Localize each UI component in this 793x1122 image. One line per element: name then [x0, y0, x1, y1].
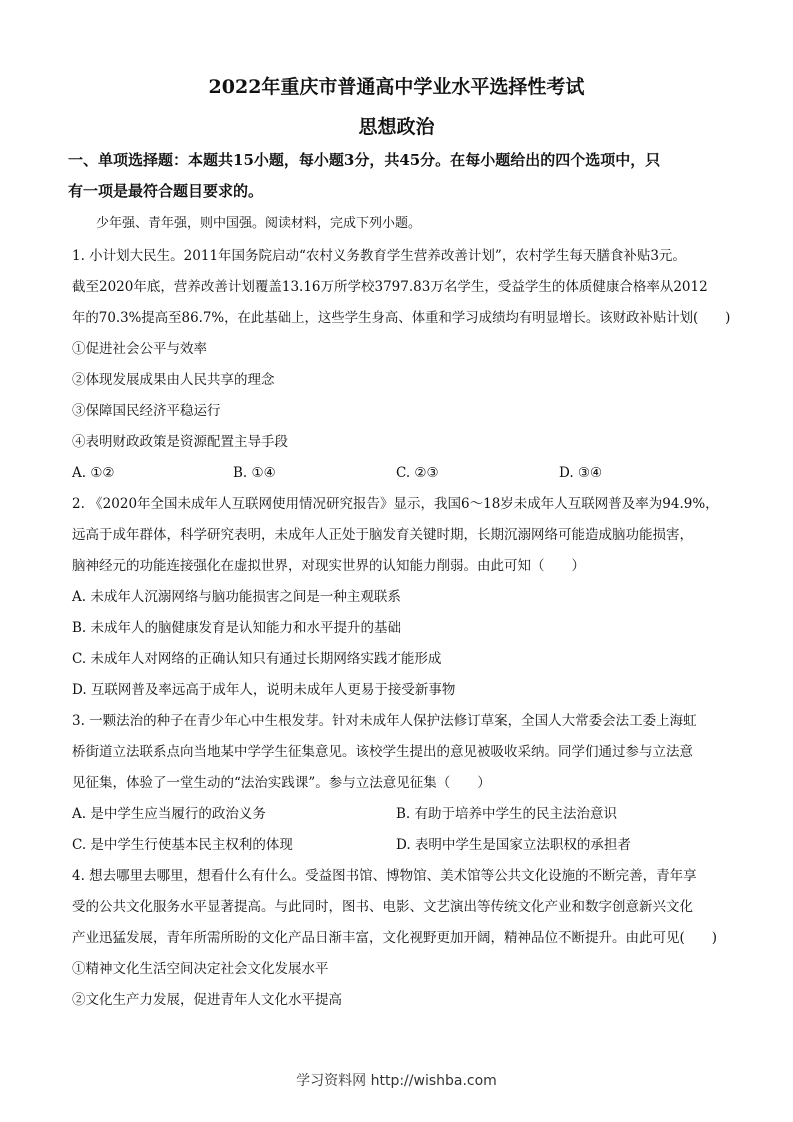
- q3-line: 见征集，体验了一堂生动的“法治实践课”。参与立法意见征集（ ）: [72, 775, 491, 791]
- subject-title: 思想政治: [358, 116, 435, 138]
- q2-line: 脑神经元的功能连接强化在虚拟世界，对现实世界的认知能力削弱。由此可知（ ）: [72, 558, 585, 574]
- page-footer: 学习资料网 http://wishba.com: [296, 1073, 497, 1089]
- q2-option-b: B. 未成年人的脑健康发育是认知能力和水平提升的基础: [72, 620, 402, 636]
- q1-option-a: A. ①②: [72, 465, 115, 481]
- q3-option-b: B. 有助于培养中学生的民主法治意识: [396, 806, 618, 822]
- q1-line: 1. 小计划大民生。2011年国务院启动“农村义务教育学生营养改善计划”，农村学生每天膳食补贴3元。: [72, 248, 686, 264]
- q1-line: 截至2020年底，营养改善计划覆盖13.16万所学校3797.83万名学生，受益学生的体质健康合格率从2012: [72, 279, 708, 295]
- q4-line: 受的公共文化服务水平显著提高。与此同时，图书、电影、文艺演出等传统文化产业和数字创意新兴文化: [72, 899, 693, 915]
- q1-item: ④表明财政政策是资源配置主导手段: [72, 434, 288, 450]
- section-heading-line1: 一、单项选择题：本题共15小题，每小题3分，共45分。在每小题给出的四个选项中，只: [68, 151, 661, 169]
- section-intro: 少年强、青年强，则中国强。阅读材料，完成下列小题。: [96, 216, 422, 231]
- q3-line: 桥街道立法联系点向当地某中学学生征集意见。该校学生提出的意见被吸收采纳。同学们通过参与立法意: [72, 744, 693, 760]
- q3-option-d: D. 表明中学生是国家立法职权的承担者: [396, 837, 631, 853]
- q4-item: ①精神文化生活空间决定社会文化发展水平: [72, 961, 329, 977]
- q2-line: 2. 《2020年全国未成年人互联网使用情况研究报告》显示，我国6～18岁未成年人互联网普及率为94.9%，: [72, 496, 719, 512]
- q1-option-d: D. ③④: [559, 465, 603, 481]
- section-heading-line2: 有一项是最符合题目要求的。: [68, 182, 264, 200]
- q1-item: ①促进社会公平与效率: [72, 341, 207, 357]
- q1-option-c: C. ②③: [396, 465, 439, 481]
- q1-option-b: B. ①④: [233, 465, 276, 481]
- q2-option-d: D. 互联网普及率远高于成年人，说明未成年人更易于接受新事物: [72, 682, 456, 698]
- q1-item: ③保障国民经济平稳运行: [72, 403, 221, 419]
- q1-line: 年的70.3%提高至86.7%，在此基础上，这些学生身高、体重和学习成绩均有明显增长。该财政补贴计划( ): [72, 310, 731, 326]
- q2-option-c: C. 未成年人对网络的正确认知只有通过长期网络实践才能形成: [72, 651, 442, 667]
- q4-line: 4. 想去哪里去哪里，想看什么有什么。受益图书馆、博物馆、美术馆等公共文化设施的不断完善，青年享: [72, 868, 697, 884]
- q1-item: ②体现发展成果由人民共享的理念: [72, 372, 275, 388]
- q2-line: 远高于成年群体，科学研究表明，未成年人正处于脑发育关键时期，长期沉溺网络可能造成脑功能损害，: [72, 527, 693, 543]
- q4-line: 产业迅猛发展，青年所需所盼的文化产品日渐丰富，文化视野更加开阔，精神品位不断提升。由此可见( ): [72, 930, 718, 946]
- q3-line: 3. 一颗法治的种子在青少年心中生根发芽。针对未成年人保护法修订草案，全国人大常委会法工委上海虹: [72, 713, 697, 729]
- q4-item: ②文化生产力发展，促进青年人文化水平提高: [72, 992, 342, 1008]
- q3-option-a: A. 是中学生应当履行的政治义务: [72, 806, 266, 822]
- q3-option-c: C. 是中学生行使基本民主权利的体现: [72, 837, 293, 853]
- q2-option-a: A. 未成年人沉溺网络与脑功能损害之间是一种主观联系: [72, 589, 401, 605]
- exam-title: 2022年重庆市普通高中学业水平选择性考试: [208, 76, 585, 98]
